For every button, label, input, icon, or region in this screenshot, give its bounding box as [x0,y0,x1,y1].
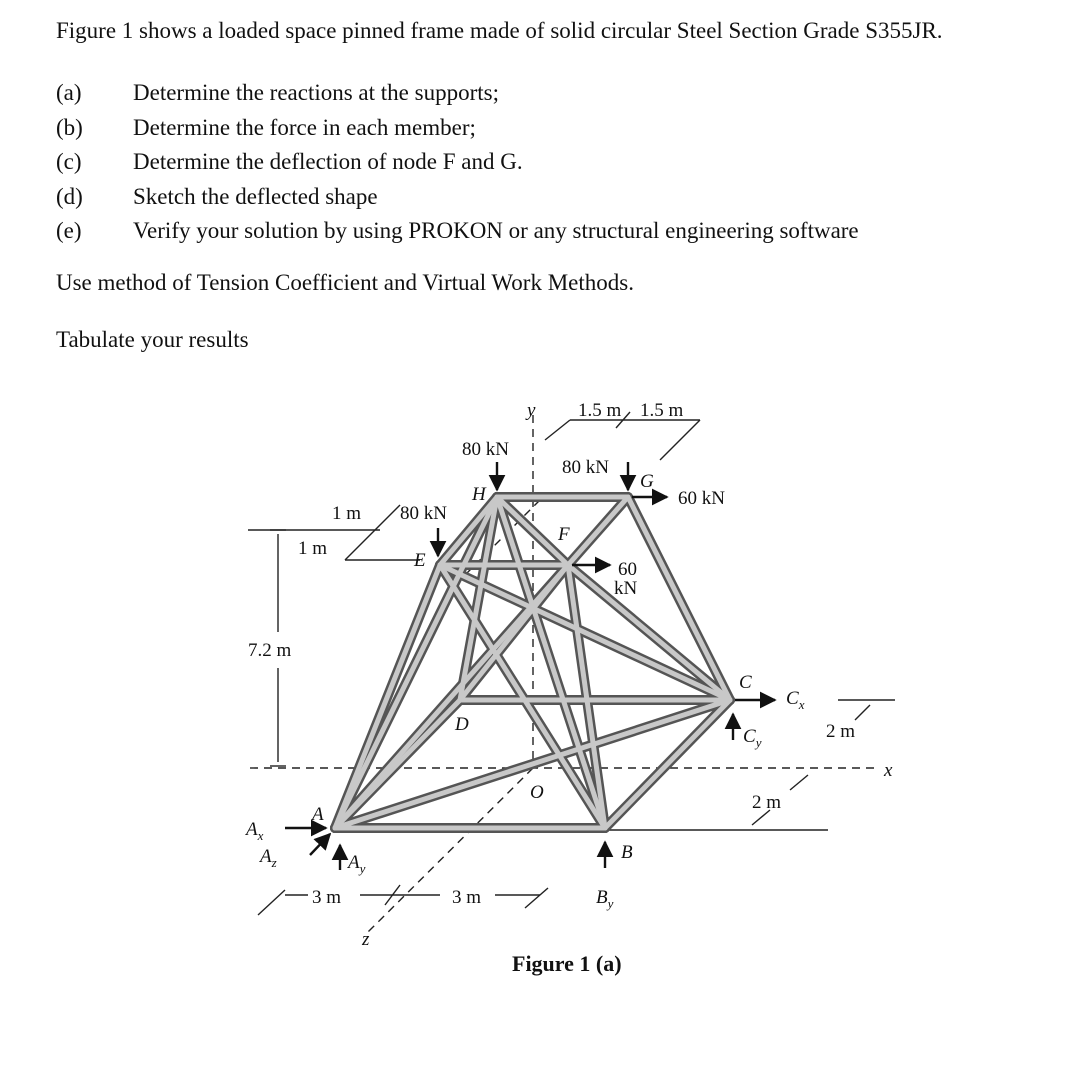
load-g-side-label: 60 kN [678,488,725,509]
node-G-label: G [640,471,654,492]
tabulate-text: Tabulate your results [56,327,249,352]
load-f-side-label-2: kN [614,578,638,599]
node-F-label: F [558,524,570,545]
reaction-ax-label [244,819,264,843]
load-f-side-label-1: 60 [618,559,637,580]
task-label: (d) [56,183,83,209]
node-D-label: D [455,714,469,735]
task-label: (e) [56,218,82,244]
reaction-by-sub: y [607,896,614,911]
task-label: (a) [56,80,82,106]
load-g-label: 80 kN [562,457,609,478]
reaction-cy-label [743,726,762,750]
task-list [56,76,859,249]
reaction-cy-sub: y [755,735,762,750]
task-text: Determine the force in each member; [133,114,476,140]
top-dim-line [545,420,570,440]
reaction-ax-main: A [246,819,258,840]
reaction-az-arrow [310,834,330,855]
reaction-cx-sub: x [798,697,805,712]
task-label: (c) [56,149,82,175]
task-item [56,145,859,180]
member-FG-core [568,497,628,565]
e-dim-label-2: 1 m [298,538,328,559]
reaction-cx-main: C [786,688,799,709]
z-axis-label: z [362,929,370,950]
reaction-ay-main: A [348,852,360,873]
task-item [56,214,859,249]
c-dim-line [855,705,870,720]
reaction-ay-label [346,852,366,876]
task-item [56,180,859,215]
reaction-az-sub: z [271,855,277,870]
node-C-label: C [739,672,752,693]
task-label: (b) [56,114,83,140]
task-text: Determine the deflection of node F and G. [133,149,523,175]
base-dim-label-2: 3 m [452,887,482,908]
c-below-dim-label: 2 m [752,792,782,813]
task-item [56,111,859,146]
c-right-dim-label: 2 m [826,721,856,742]
dimension-lines [258,412,895,915]
y-axis-label: y [527,400,536,421]
task-text: Sketch the deflected shape [133,183,378,209]
task-item [56,76,859,111]
task-text: Determine the reactions at the supports; [133,80,499,106]
reaction-cy-main: C [743,726,756,747]
node-A-label: A [312,804,324,825]
top-dim-label-1: 1.5 m [578,400,622,421]
task-text: Verify your solution by using PROKON or any structural engineering software [133,218,859,244]
e-dim-label-1: 1 m [332,503,362,524]
reaction-by-label [596,887,614,911]
base-dim-tick [258,890,285,915]
height-dim-label: 7.2 m [248,640,292,661]
reaction-cx-label [786,688,805,712]
node-H-label: H [472,484,486,505]
node-B-label: B [621,842,633,863]
base-dim-tick [525,888,548,908]
reaction-ax-sub: x [257,828,264,843]
reaction-az-label [258,846,277,870]
reaction-by-main: B [596,887,608,908]
x-axis-label: x [884,760,893,781]
intro-text: Figure 1 shows a loaded space pinned frame made of solid circular Steel Section Grade S355JR. [56,18,943,43]
space-frame-figure [0,380,1082,1000]
method-text: Use method of Tension Coefficient and Virtual Work Methods. [56,270,634,295]
c-dim-line [790,775,808,790]
node-O-label: O [530,782,544,803]
member-AE-core [335,565,440,828]
top-dim-label-2: 1.5 m [640,400,684,421]
node-E-label: E [414,550,426,571]
top-dim-line [660,420,700,460]
base-dim-label-1: 3 m [312,887,342,908]
reaction-ay-sub: y [359,861,366,876]
load-e-label: 80 kN [400,503,447,524]
reaction-az-main: A [260,846,272,867]
load-h-label: 80 kN [462,439,509,460]
member-CG-core [628,497,730,700]
figure-caption: Figure 1 (a) [512,951,622,976]
